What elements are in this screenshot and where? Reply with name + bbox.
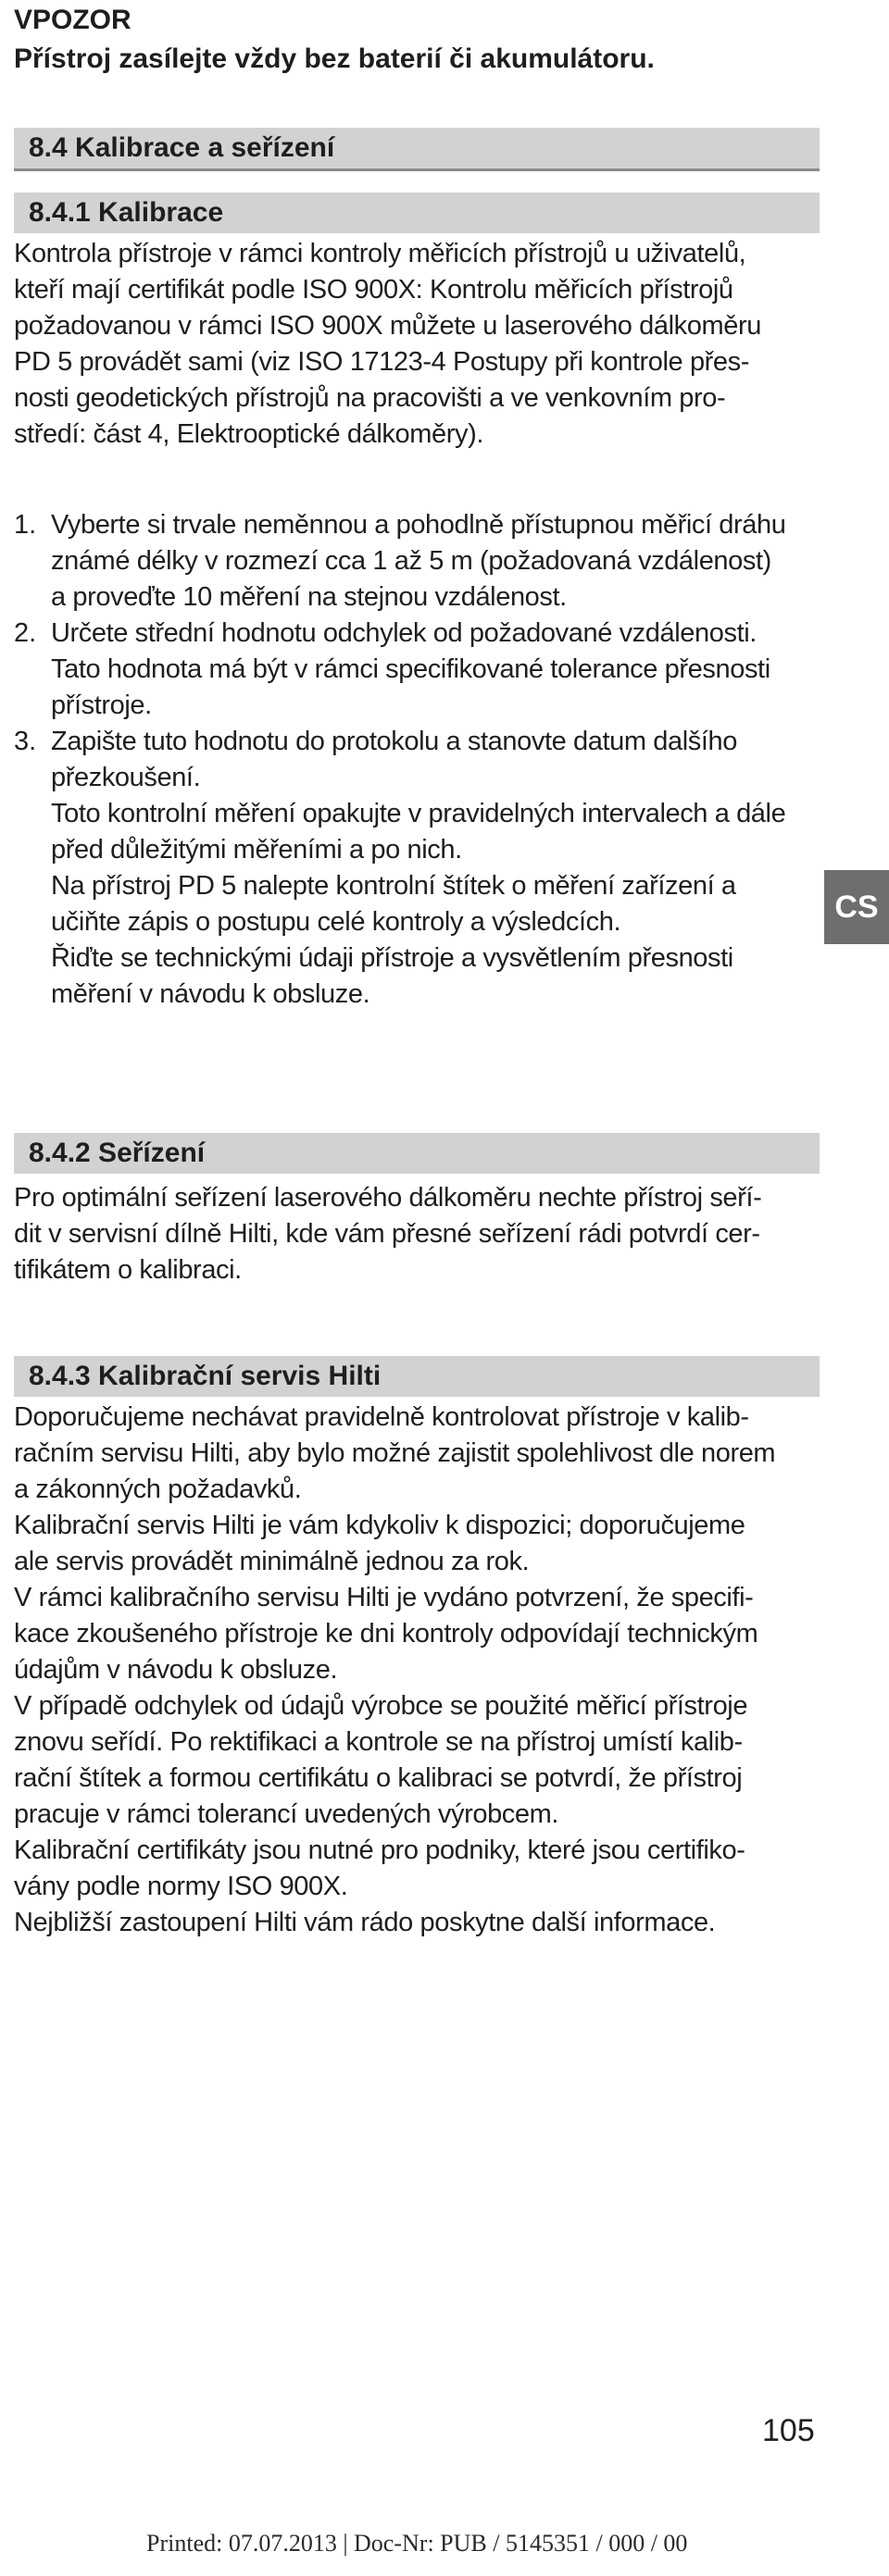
step-line: přístroje. <box>51 691 152 720</box>
service-line: Kalibrační servis Hilti je vám kdykoliv k dispozici; doporučujeme <box>14 1511 745 1540</box>
step-item <box>14 507 820 616</box>
step-line: přezkoušení. <box>51 763 201 792</box>
service-line: V rámci kalibračního servisu Hilti je vydáno potvrzení, že specifi- <box>14 1583 754 1612</box>
service-line: račním servisu Hilti, aby bylo možné zajistit spolehlivost dle norem <box>14 1438 776 1468</box>
service-line: Kalibrační certifikáty jsou nutné pro podniky, které jsou certifiko- <box>14 1836 745 1865</box>
section-title-8-4-2: 8.4.2 Seřízení <box>29 1138 206 1168</box>
step-number: 1. <box>14 510 37 540</box>
step-number: 2. <box>14 618 37 648</box>
section-title-8-4-1: 8.4.1 Kalibrace <box>29 197 224 228</box>
service-line: vány podle normy ISO 900X. <box>14 1872 348 1901</box>
caution-text: Přístroj zasílejte vždy bez baterií či akumulátoru. <box>14 44 655 74</box>
note-line: měření v návodu k obsluze. <box>51 979 370 1009</box>
step-item <box>14 724 820 796</box>
intro-line: kteří mají certifikát podle ISO 900X: Kontrolu měřicích přístrojů <box>14 275 733 305</box>
calibration-service-text <box>14 1400 820 1941</box>
section-bar-8-4-3 <box>14 1356 820 1397</box>
note-line: Na přístroj PD 5 nalepte kontrolní štítek o měření zařízení a <box>51 871 736 901</box>
note-line: před důležitými měřeními a po nich. <box>51 835 462 865</box>
intro-line: nosti geodetických přístrojů na pracovišti a ve venkovním pro- <box>14 383 726 413</box>
intro-line: požadovanou v rámci ISO 900X můžete u laserového dálkoměru <box>14 311 761 341</box>
note-line: Toto kontrolní měření opakujte v pravidelných intervalech a dále <box>51 799 786 828</box>
step-line: Vyberte si trvale neměnnou a pohodlně přístupnou měřicí dráhu <box>51 510 786 540</box>
service-line: kace zkoušeného přístroje ke dni kontroly odpovídají technickým <box>14 1619 758 1649</box>
step-line: Tato hodnota má být v rámci specifikované tolerance přesnosti <box>51 654 770 684</box>
note-line: učiňte zápis o postupu celé kontroly a výsledcích. <box>51 907 621 937</box>
step-line: Určete střední hodnotu odchylek od požadované vzdálenosti. <box>51 618 757 648</box>
section-bar-8-4 <box>14 128 820 168</box>
service-line: znovu seřídí. Po rektifikaci a kontrole se na přístroj umístí kalib- <box>14 1727 743 1757</box>
step-line: Zapište tuto hodnotu do protokolu a stanovte datum dalšího <box>51 727 737 756</box>
intro-line: PD 5 provádět sami (viz ISO 17123-4 Postupy při kontrole přes- <box>14 347 750 377</box>
adjustment-line: dit v servisní dílně Hilti, kde vám přesné seřízení rádi potvrdí cer- <box>14 1219 760 1249</box>
section-underline <box>14 168 820 171</box>
service-line: Doporučujeme nechávat pravidelně kontrolovat přístroje v kalib- <box>14 1402 749 1432</box>
adjustment-text <box>14 1180 820 1288</box>
service-line: pracuje v rámci tolerancí uvedených výrobcem. <box>14 1799 559 1829</box>
service-line: ale servis provádět minimálně jednou za rok. <box>14 1547 530 1576</box>
adjustment-line: tifikátem o kalibraci. <box>14 1255 242 1285</box>
language-tab: CS <box>824 870 889 944</box>
intro-line: Kontrola přístroje v rámci kontroly měřicích přístrojů u uživatelů, <box>14 239 746 268</box>
page-number: 105 <box>762 2413 815 2448</box>
service-line: Nejbližší zastoupení Hilti vám rádo poskytne další informace. <box>14 1908 716 1937</box>
calibration-steps <box>14 507 820 1013</box>
service-line: a zákonných požadavků. <box>14 1475 302 1504</box>
step-line: a proveďte 10 měření na stejnou vzdálenost. <box>51 582 567 612</box>
section-title-8-4-3: 8.4.3 Kalibrační servis Hilti <box>29 1361 382 1391</box>
step-line: známé délky v rozmezí cca 1 až 5 m (požadovaná vzdálenost) <box>51 546 771 576</box>
service-line: rační štítek a formou certifikátu o kalibraci se potvrdí, že přístroj <box>14 1763 743 1793</box>
calibration-intro <box>14 236 820 453</box>
intro-line: středí: část 4, Elektrooptické dálkoměry). <box>14 419 484 449</box>
note-line: Řiďte se technickými údaji přístroje a vysvětlením přesnosti <box>51 943 733 973</box>
step-item <box>14 616 820 724</box>
calibration-notes <box>14 796 820 1013</box>
print-footer: Printed: 07.07.2013 | Doc-Nr: PUB / 5145351 / 000 / 00 <box>146 2530 688 2557</box>
step-number: 3. <box>14 727 37 756</box>
service-line: V případě odchylek od údajů výrobce se použité měřicí přístroje <box>14 1691 748 1721</box>
service-line: údajům v návodu k obsluze. <box>14 1655 338 1685</box>
caution-heading: VPOZOR <box>14 5 131 35</box>
adjustment-line: Pro optimální seřízení laserového dálkoměru nechte přístroj seří- <box>14 1183 762 1213</box>
section-title-8-4: 8.4 Kalibrace a seřízení <box>29 132 335 163</box>
section-bar-8-4-2 <box>14 1133 820 1174</box>
section-bar-8-4-1 <box>14 193 820 233</box>
